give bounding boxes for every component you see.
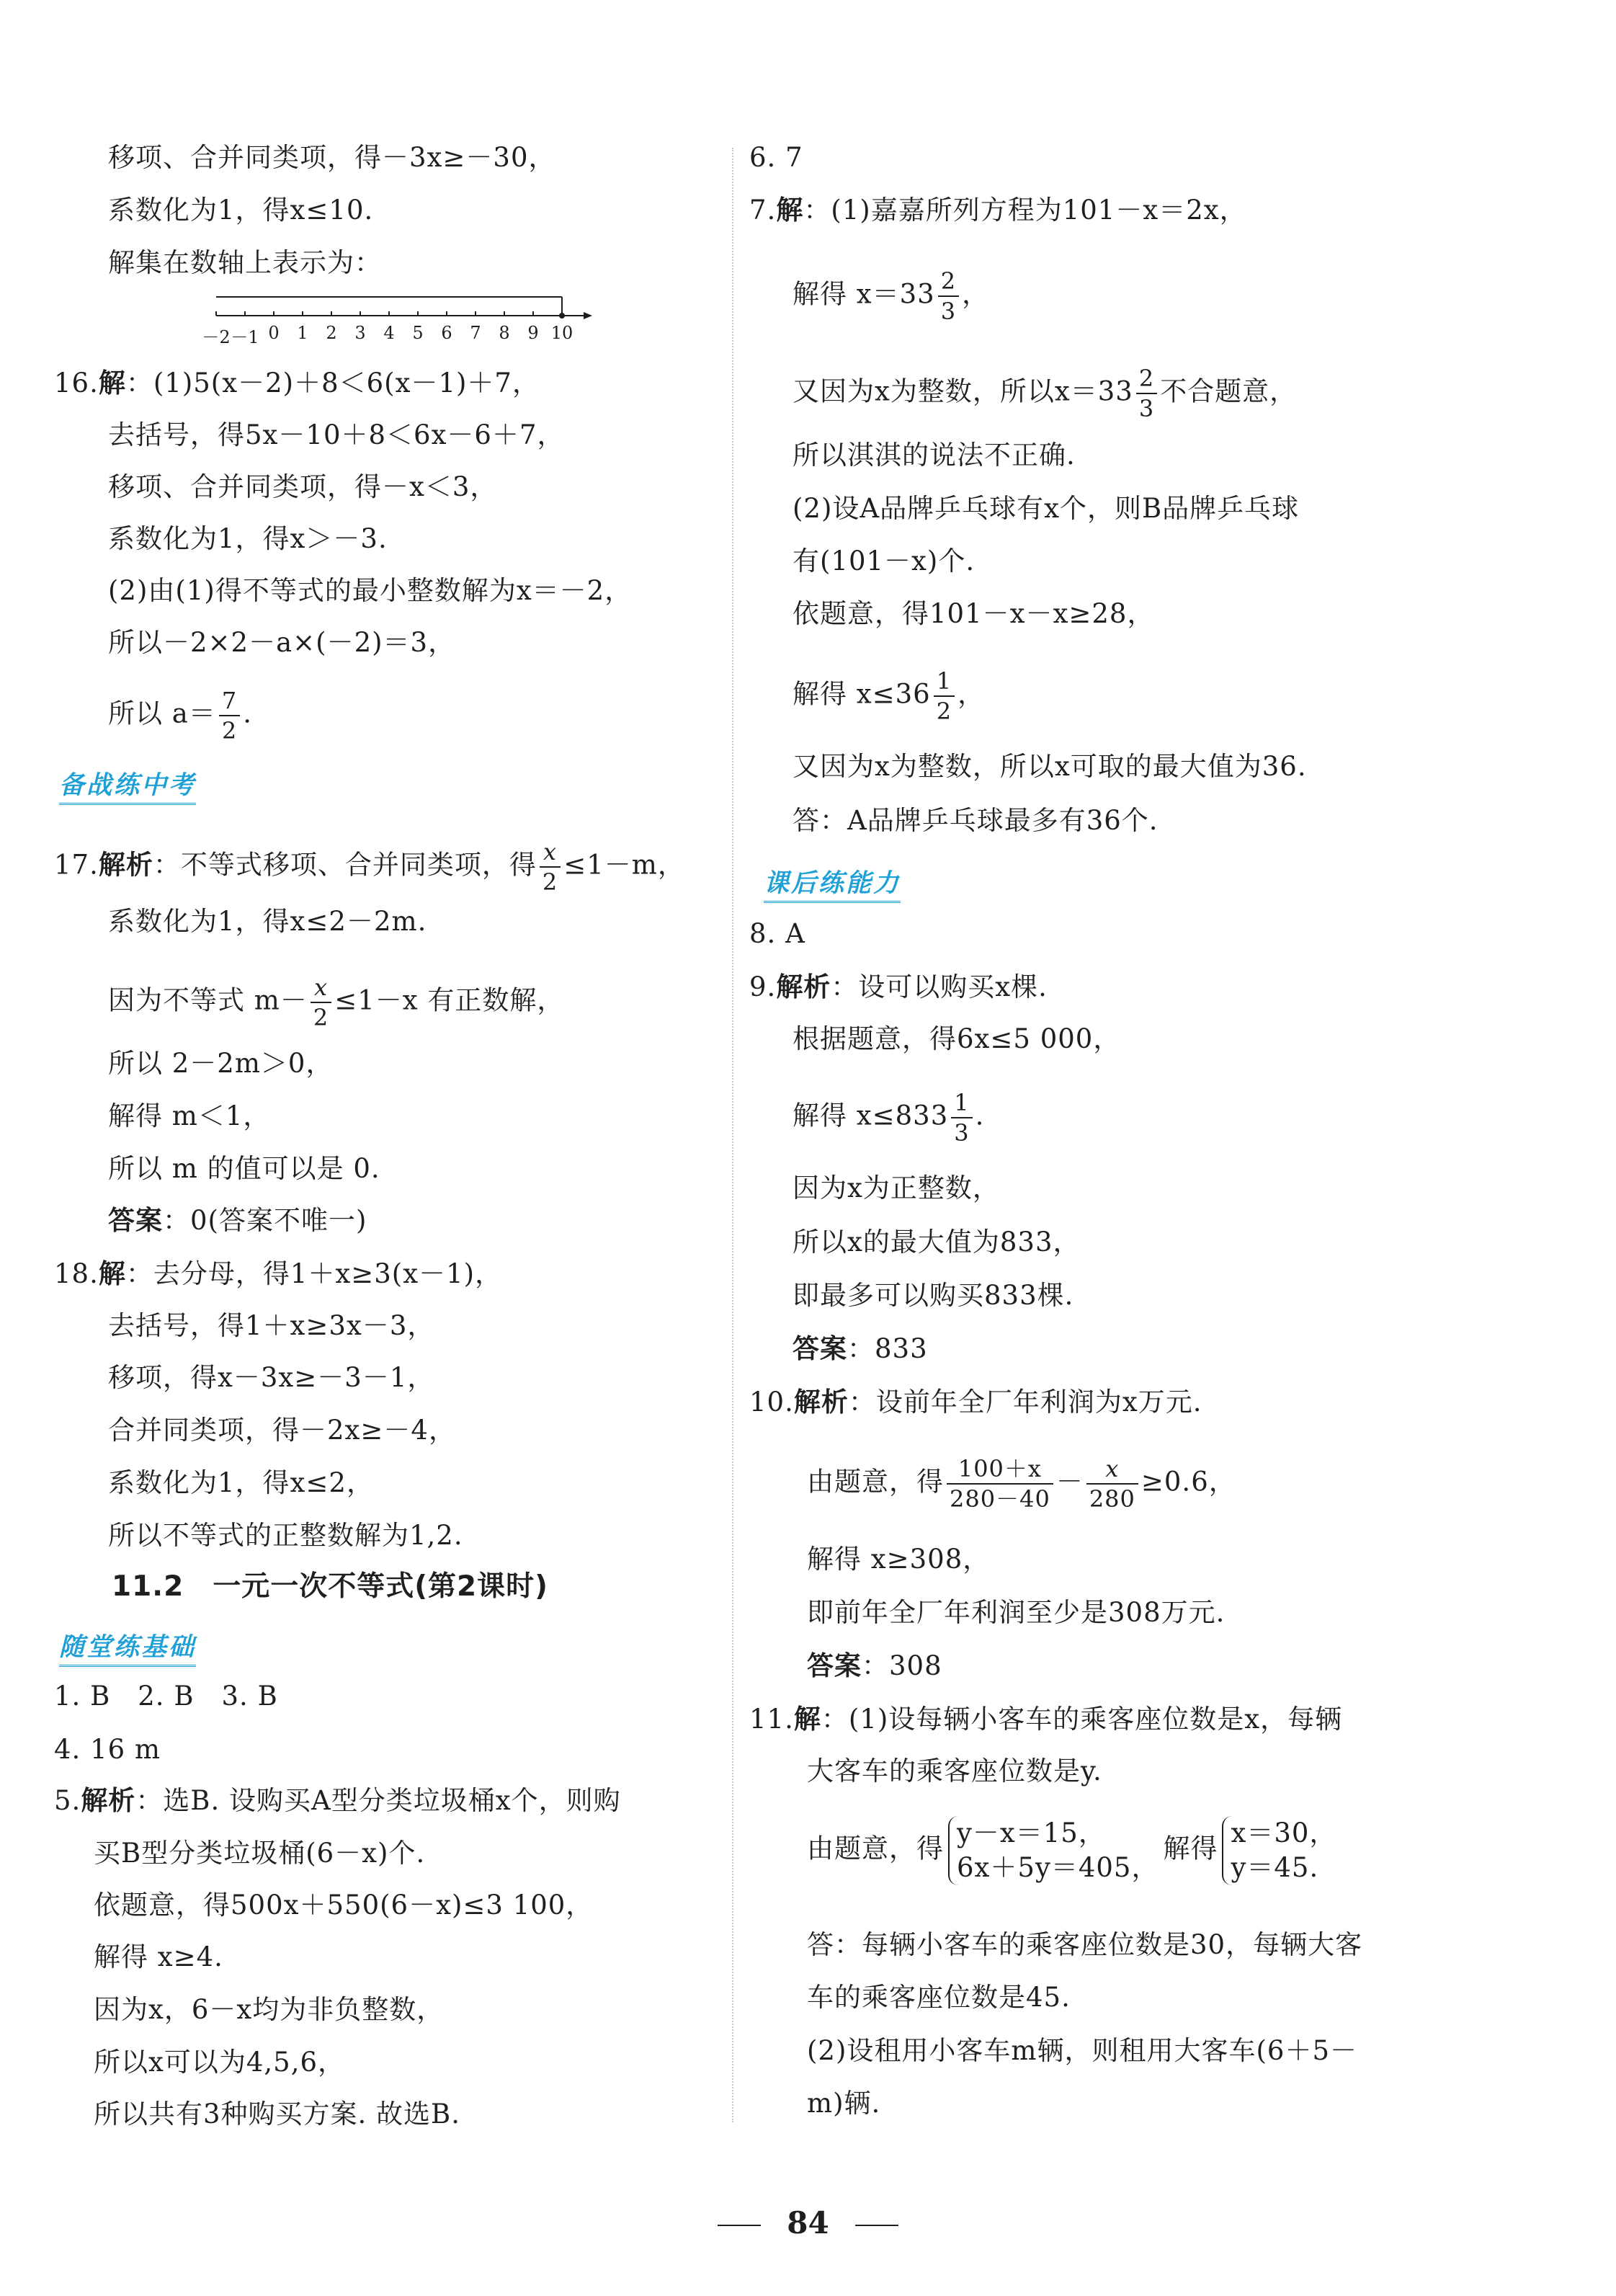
section-heading: 随堂练基础 xyxy=(59,1627,196,1667)
text-line: 移项、合并同类项，得－x＜3， xyxy=(108,471,498,502)
equation-system: y－x＝15， 6x＋5y＝405， xyxy=(948,1816,1159,1885)
text-line: 即最多可以购买833棵. xyxy=(793,1280,1074,1311)
axis-tick-labels xyxy=(202,323,598,347)
axis-tick-label: 5 xyxy=(412,323,424,343)
q10-first-line: 10.解析：设前年全厂年利润为x万元. xyxy=(749,1387,1202,1418)
fraction-line: 由题意，得 $\frac{100+x}{280-40}$ － $\frac{x}{280}$ ≥0.6， xyxy=(807,1455,1236,1513)
axis-tick-label: 8 xyxy=(499,323,510,343)
fraction: $\frac{x}{280}$ xyxy=(1086,1454,1138,1513)
text-line: 合并同类项，得－2x≥－4， xyxy=(108,1415,456,1446)
fraction: $\frac{1}{2}$ xyxy=(934,667,955,726)
text-line: 系数化为1，得x≤2， xyxy=(108,1467,374,1498)
text-line: 系数化为1，得x≤10. xyxy=(108,195,374,226)
text-line: (2)设租用小客车m辆，则租用大客车(6＋5－ xyxy=(807,2035,1358,2066)
text-line: 所以淇淇的说法不正确. xyxy=(793,440,1076,471)
text-line: 依题意，得500x＋550(6－x)≤3 100， xyxy=(94,1890,594,1921)
text-line: 因为x，6－x均为非负整数， xyxy=(94,1994,445,2025)
fraction: $\frac{2}{3}$ xyxy=(938,267,959,326)
q9-first-line: 9.解析：设可以购买x棵. xyxy=(749,971,1048,1002)
axis-tick-label: 1 xyxy=(297,323,308,343)
answer-line: 答案：833 xyxy=(793,1333,928,1364)
text-line: 因为x为正整数， xyxy=(793,1173,1000,1203)
text-line: 8. A xyxy=(749,918,805,949)
q7-first-line: 7.解：(1)嘉嘉所列方程为101－x＝2x， xyxy=(749,195,1247,226)
text-line: 去括号，得1＋x≥3x－3， xyxy=(108,1310,435,1341)
axis-tick-label: －1 xyxy=(231,327,259,347)
column-divider xyxy=(732,148,733,2122)
text-line: 解集在数轴上表示为： xyxy=(108,247,382,278)
text-line: 根据题意，得6x≤5 000， xyxy=(793,1023,1121,1054)
text-line: 答：每辆小客车的乘客座位数是30，每辆大客 xyxy=(807,1929,1363,1960)
text-line: (2)设A品牌乒乓球有x个，则B品牌乒乓球 xyxy=(793,493,1300,524)
text-line: 所以共有3种购买方案. 故选B. xyxy=(94,2099,461,2130)
fraction-line: 解得 x＝33 $\frac{2}{3}$ ， xyxy=(793,267,990,325)
axis-tick-label: 4 xyxy=(383,323,395,343)
text-line: 所以 m 的值可以是 0. xyxy=(108,1153,380,1184)
q18-first-line: 18.解：去分母，得1＋x≥3(x－1)， xyxy=(54,1258,503,1289)
text-line: 依题意，得101－x－x≥28， xyxy=(793,598,1155,629)
text-line: 所以x可以为4,5,6， xyxy=(94,2047,346,2078)
section-heading: 课后练能力 xyxy=(764,863,901,903)
text-line: 车的乘客座位数是45. xyxy=(807,1982,1071,2013)
fraction-line: 解得 x≤833 $\frac{1}{3}$ . xyxy=(793,1089,985,1147)
q11-first-line: 11.解：(1)设每辆小客车的乘客座位数是x，每辆 xyxy=(749,1704,1343,1735)
text-line: 1. B 2. B 3. B xyxy=(54,1681,278,1712)
fraction: $\frac{2}{3}$ xyxy=(1136,364,1157,423)
answer-line: 答案：308 xyxy=(807,1650,942,1681)
text-line: 大客车的乘客座位数是y. xyxy=(807,1756,1102,1786)
q5-first-line: 5.解析：选B. 设购买A型分类垃圾桶x个，则购 xyxy=(54,1785,621,1816)
text-line: m)辆. xyxy=(807,2088,881,2119)
lesson-heading: 11.2 一元一次不等式(第2课时) xyxy=(112,1570,549,1603)
text-line: 有(101－x)个. xyxy=(793,546,976,577)
text-line: 移项，得x－3x≥－3－1， xyxy=(108,1362,435,1393)
equation-system-line: 由题意，得 y－x＝15， 6x＋5y＝405， 解得 x＝30， y＝45. xyxy=(807,1816,1341,1885)
axis-tick-label: 6 xyxy=(441,323,452,343)
text-line: 解得 m＜1， xyxy=(108,1100,271,1131)
fraction-line: 解得 x≤36 $\frac{1}{2}$ ， xyxy=(793,667,986,725)
fraction-line: 又因为x为整数，所以x＝33 $\frac{2}{3}$ 不合题意， xyxy=(793,365,1298,422)
q17-first-line: 17.解析：不等式移项、合并同类项，得 $\frac{x}{2}$ ≤1－m， xyxy=(54,838,685,896)
fraction: $\frac{x}{2}$ xyxy=(540,837,561,896)
solution-system: x＝30， y＝45. xyxy=(1222,1816,1336,1885)
text-line: 4. 16 m xyxy=(54,1734,161,1765)
axis-tick-label: 3 xyxy=(354,323,366,343)
axis-tick-label: 10 xyxy=(550,323,573,343)
text-line: 所以不等式的正整数解为1,2. xyxy=(108,1520,463,1551)
text-line: 所以x的最大值为833， xyxy=(793,1227,1081,1258)
q16-first-line: 16.解：(1)5(x－2)＋8＜6(x－1)＋7， xyxy=(54,368,540,399)
text-line: 解得 x≥4. xyxy=(94,1941,223,1972)
axis-tick-label: －2 xyxy=(202,327,231,347)
page-number: 84 xyxy=(0,2205,1616,2241)
section-heading: 备战练中考 xyxy=(59,765,196,805)
fraction: $\frac{100+x}{280-40}$ xyxy=(947,1454,1053,1513)
axis-tick-label: 9 xyxy=(527,323,539,343)
axis-tick-label: 7 xyxy=(470,323,481,343)
text-line: (2)由(1)得不等式的最小整数解为x＝－2， xyxy=(108,575,633,606)
axis-tick-label: 2 xyxy=(326,323,337,343)
fraction-line: 因为不等式 m－ $\frac{x}{2}$ ≤1－x 有正数解， xyxy=(108,974,565,1031)
text-line: 6. 7 xyxy=(749,142,803,173)
fraction: $\frac{x}{2}$ xyxy=(311,973,331,1032)
fraction: $\frac{7}{2}$ xyxy=(219,686,240,745)
text-line: 系数化为1，得x≤2－2m. xyxy=(108,906,427,937)
text-line: 解得 x≥308， xyxy=(807,1544,991,1575)
text-line: 买B型分类垃圾桶(6－x)个. xyxy=(94,1838,426,1869)
text-line: 去括号，得5x－10＋8＜6x－6＋7， xyxy=(108,419,565,450)
text-line: 又因为x为整数，所以x可取的最大值为36. xyxy=(793,751,1307,782)
fraction-line: 所以 a＝ $\frac{7}{2}$ . xyxy=(108,687,252,744)
text-line: 所以－2×2－a×(－2)＝3， xyxy=(108,627,456,658)
answer-line: 答案：0(答案不唯一) xyxy=(108,1205,367,1236)
text-line: 所以 2－2m＞0， xyxy=(108,1048,334,1079)
axis-tick-label: 0 xyxy=(268,323,280,343)
text-line: 移项、合并同类项，得－3x≥－30， xyxy=(108,142,556,173)
text-line: 系数化为1，得x＞－3. xyxy=(108,523,388,554)
fraction: $\frac{1}{3}$ xyxy=(951,1088,972,1147)
text-line: 答：A品牌乒乓球最多有36个. xyxy=(793,805,1159,836)
text-line: 即前年全厂年利润至少是308万元. xyxy=(807,1597,1226,1628)
